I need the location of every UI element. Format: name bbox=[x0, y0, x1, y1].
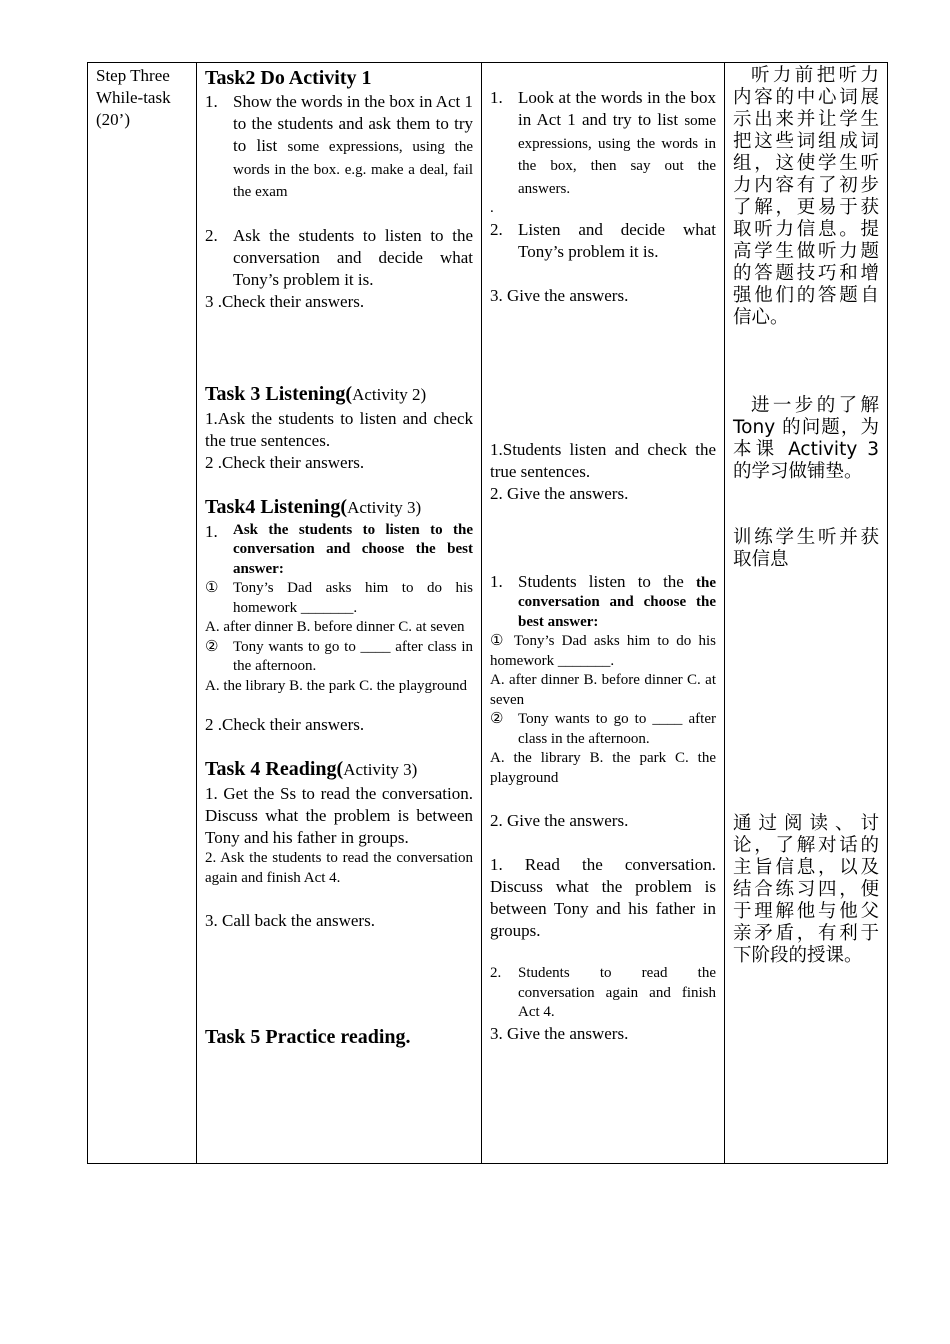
design-intent-cell bbox=[725, 63, 888, 1164]
task2-step1-cont: some expressions, using the words in the box. e.g. make a deal, fail the exam bbox=[233, 139, 473, 200]
question-1: Tony’s Dad asks him to do his homework _______. bbox=[233, 580, 473, 616]
task4-reading-title: Task 4 Reading(Activity 3) bbox=[205, 758, 418, 780]
question-2: Tony wants to go to ____ after class in the afternoon. bbox=[233, 638, 473, 674]
task3-step2: 2 .Check their answers. bbox=[205, 452, 365, 472]
student-question-1-options: A. after dinner B. before dinner C. at seven bbox=[490, 672, 716, 708]
task4-reading-step3: 3. Call back the answers. bbox=[205, 911, 375, 930]
task2-title: Task2 Do Activity 1 bbox=[205, 67, 372, 89]
task4-reading-step2: 2. Ask the students to read the conversation again and finish Act 4. bbox=[205, 850, 473, 886]
question-1-options: A. after dinner B. before dinner C. at seven bbox=[205, 619, 465, 635]
task4-listening-step2: 2 .Check their answers. bbox=[205, 715, 365, 734]
student-reading-step2: Students to read the conversation again and finish Act 4. bbox=[518, 965, 716, 1020]
student-activity-cell bbox=[482, 63, 725, 1164]
design-note-3: 训练学生听并获取信息 bbox=[733, 527, 879, 570]
student-step2: Listen and decide what Tony’s problem it is. bbox=[518, 219, 716, 261]
task5-title: Task 5 Practice reading. bbox=[205, 1026, 411, 1048]
task4-listening-title: Task4 Listening(Activity 3) bbox=[205, 495, 422, 518]
task2-step2: Ask the students to listen to the conversation and decide what Tony’s problem it is. bbox=[233, 225, 473, 289]
lesson-plan-table bbox=[87, 62, 888, 1164]
student-question-2: Tony wants to go to ____ after class in the afternoon. bbox=[518, 711, 716, 747]
design-note-1: 听力前把听力内容的中心词展示出来并让学生把这些词组成词组，这使学生听力内容有了初步了解，更易于获取听力信息。提高学生做听力题的答题技巧和增强他们的答题自信心。 bbox=[733, 65, 879, 328]
list-item: ① Tony’s Dad asks him to do his homework _______. bbox=[205, 579, 473, 618]
student-task4-step2: 2. Give the answers. bbox=[490, 811, 629, 830]
list-item: 1. Ask the students to listen to the conversation and choose the best answer: bbox=[205, 521, 473, 580]
student-reading-step3: 3. Give the answers. bbox=[490, 1023, 629, 1043]
student-reading-step1: 1. Read the conversation. Discuss what the problem is between Tony and his father in groups. bbox=[490, 855, 716, 940]
list-item: 2. Students to read the conversation again and finish Act 4. bbox=[490, 964, 716, 1023]
stray-dot: . bbox=[490, 200, 494, 216]
list-item: ② Tony wants to go to ____ after class in the afternoon. bbox=[490, 710, 716, 749]
student-step3: 3. Give the answers. bbox=[490, 285, 629, 305]
list-item: 1. Show the words in the box in Act 1 to the students and ask them to try to list some expressions, using the words in the box. e.g. make a deal, fail the exam bbox=[205, 92, 473, 200]
student-step1-cont: some expressions, using the words in the box, then say out the answers. bbox=[518, 113, 716, 197]
task3-title: Task 3 Listening(Activity 2) bbox=[205, 382, 427, 405]
list-item: 1. Students listen to the the conversation and choose the best answer: bbox=[490, 571, 716, 630]
teacher-activity-cell bbox=[197, 63, 482, 1164]
student-task3-step2: 2. Give the answers. bbox=[490, 483, 629, 503]
design-note-2: 进一步的了解 Tony 的问题，为本课 Activity 3 的学习做铺垫。 bbox=[733, 395, 879, 482]
task2-step3: 3 .Check their answers. bbox=[205, 291, 365, 311]
list-item: 2. Listen and decide what Tony’s problem it is. bbox=[490, 219, 716, 261]
student-step1: Look at the words in the box in Act 1 and try to list bbox=[518, 88, 716, 129]
task2-step1: Show the words in the box in Act 1 to the students and ask them to try to list bbox=[233, 92, 473, 155]
task3-step1: 1.Ask the students to listen and check the true sentences. bbox=[205, 408, 473, 450]
task4-reading-step1: 1. Get the Ss to read the conversation. Discuss what the problem is between Tony and his father in groups. bbox=[205, 784, 473, 847]
student-task3-step1: 1.Students listen and check the true sentences. bbox=[490, 439, 716, 481]
question-2-options: A. the library B. the park C. the playground bbox=[205, 677, 468, 694]
task4-listening-step1: Ask the students to listen to the conversation and choose the best answer: bbox=[233, 521, 473, 577]
student-task4-step1: Students listen to the bbox=[518, 571, 696, 591]
list-item: ② Tony wants to go to ____ after class in the afternoon. bbox=[205, 638, 473, 677]
student-question-1: ① Tony’s Dad asks him to do his homework _______. bbox=[490, 633, 716, 669]
list-item: 1. Look at the words in the box in Act 1 and try to list some expressions, using the words in the box, then say out the answers. bbox=[490, 88, 716, 197]
step-cell bbox=[88, 63, 197, 1164]
design-note-4: 通过阅读、讨论，了解对话的主旨信息，以及结合练习四，便于理解他与他父亲矛盾，有利于下阶段的授课。 bbox=[733, 813, 879, 966]
list-item: 2. Ask the students to listen to the conversation and decide what Tony’s problem it is. bbox=[205, 225, 473, 289]
student-question-2-options: A. the library B. the park C. the playground bbox=[490, 750, 716, 786]
student-task4-step1-cont: the conversation and choose the best answer: bbox=[518, 574, 716, 630]
table-row bbox=[88, 63, 888, 1164]
step-label: Step Three While-task (20’) bbox=[96, 66, 171, 129]
